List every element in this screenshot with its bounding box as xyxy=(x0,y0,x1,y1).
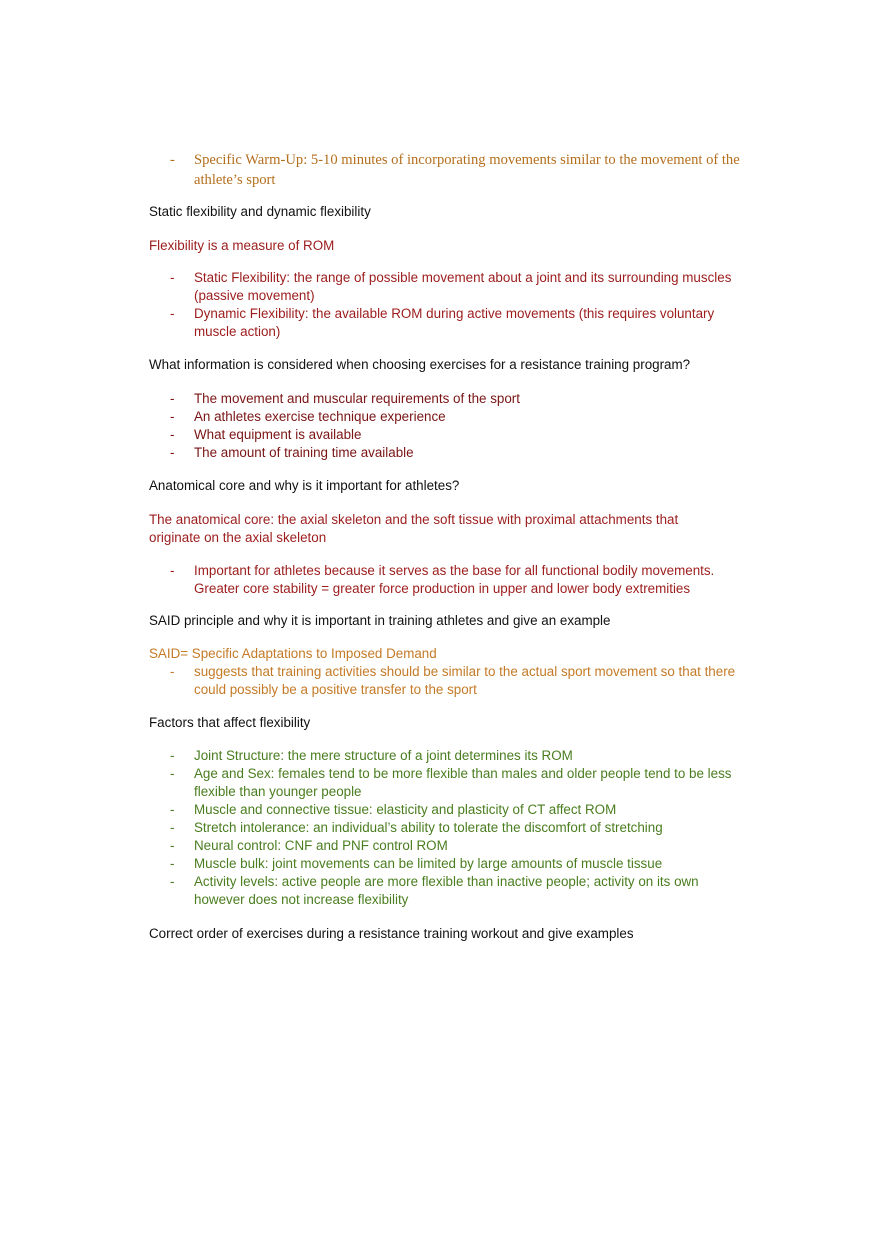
list-item xyxy=(149,305,749,341)
section-heading: SAID principle and why it is important in training athletes and give an example xyxy=(149,613,611,628)
list-item xyxy=(149,150,749,190)
dash-bullet: - xyxy=(170,802,175,817)
section-heading: Static flexibility and dynamic flexibility xyxy=(149,204,371,219)
dash-bullet: - xyxy=(170,270,175,285)
list-item xyxy=(149,663,749,699)
section-heading: Anatomical core and why is it important for athletes? xyxy=(149,478,460,493)
list-item xyxy=(149,819,749,837)
dash-bullet: - xyxy=(170,391,175,406)
dash-bullet: - xyxy=(170,874,175,889)
list-item-text: suggests that training activities should be similar to the actual sport movement so that there could possibly be a positive transfer to the sport xyxy=(194,664,736,697)
list-item-text: Specific Warm-Up: 5-10 minutes of incorporating movements similar to the movement of the athlete’s sport xyxy=(194,152,740,188)
list-item xyxy=(149,873,749,909)
section-intro: The anatomical core: the axial skeleton and the soft tissue with proximal attachments that originate on the axial skeleton xyxy=(149,512,679,545)
section-intro: SAID= Specific Adaptations to Imposed Demand xyxy=(149,646,437,661)
list-item xyxy=(149,562,749,598)
list-item xyxy=(149,855,749,873)
section-heading: Correct order of exercises during a resistance training workout and give examples xyxy=(149,926,634,941)
said-principle-list xyxy=(149,663,749,699)
list-item-text: Important for athletes because it serves as the base for all functional bodily movements. Greater core stability = greater force production in upper and lower body extremities xyxy=(194,563,715,596)
list-item-text: Static Flexibility: the range of possible movement about a joint and its surrounding muscles (passive movement) xyxy=(194,270,732,303)
list-item xyxy=(149,444,749,462)
list-item-text: Dynamic Flexibility: the available ROM during active movements (this requires voluntary muscle action) xyxy=(194,306,715,339)
list-item-text: Age and Sex: females tend to be more flexible than males and older people tend to be less flexible than younger people xyxy=(194,766,732,799)
list-item-text: Joint Structure: the mere structure of a joint determines its ROM xyxy=(194,748,573,763)
dash-bullet: - xyxy=(170,427,175,442)
flexibility-factors-list xyxy=(149,747,749,909)
warmup-list xyxy=(149,150,749,190)
dash-bullet: - xyxy=(170,306,175,321)
list-item-text: What equipment is available xyxy=(194,427,362,442)
section-heading: What information is considered when choosing exercises for a resistance training program? xyxy=(149,357,691,372)
list-item xyxy=(149,747,749,765)
dash-bullet: - xyxy=(170,856,175,871)
list-item-text: Muscle bulk: joint movements can be limited by large amounts of muscle tissue xyxy=(194,856,663,871)
dash-bullet: - xyxy=(170,563,175,578)
list-item xyxy=(149,408,749,426)
dash-bullet: - xyxy=(170,766,175,781)
section-heading: Factors that affect flexibility xyxy=(149,715,311,730)
list-item xyxy=(149,426,749,444)
exercise-selection-list xyxy=(149,390,749,462)
list-item-text: Neural control: CNF and PNF control ROM xyxy=(194,838,448,853)
dash-bullet: - xyxy=(170,152,175,168)
dash-bullet: - xyxy=(170,409,175,424)
dash-bullet: - xyxy=(170,820,175,835)
list-item xyxy=(149,765,749,801)
list-item-text: Stretch intolerance: an individual’s ability to tolerate the discomfort of stretching xyxy=(194,820,663,835)
dash-bullet: - xyxy=(170,748,175,763)
dash-bullet: - xyxy=(170,664,175,679)
list-item-text: The movement and muscular requirements of the sport xyxy=(194,391,520,406)
list-item xyxy=(149,269,749,305)
anatomical-core-list xyxy=(149,562,749,598)
dash-bullet: - xyxy=(170,838,175,853)
flexibility-types-list xyxy=(149,269,749,341)
list-item xyxy=(149,390,749,408)
dash-bullet: - xyxy=(170,445,175,460)
list-item xyxy=(149,801,749,819)
list-item-text: An athletes exercise technique experience xyxy=(194,409,446,424)
list-item-text: Activity levels: active people are more flexible than inactive people; activity on its own however does not increase flexibility xyxy=(194,874,699,907)
section-intro: Flexibility is a measure of ROM xyxy=(149,238,335,253)
list-item-text: Muscle and connective tissue: elasticity and plasticity of CT affect ROM xyxy=(194,802,617,817)
list-item xyxy=(149,837,749,855)
list-item-text: The amount of training time available xyxy=(194,445,414,460)
